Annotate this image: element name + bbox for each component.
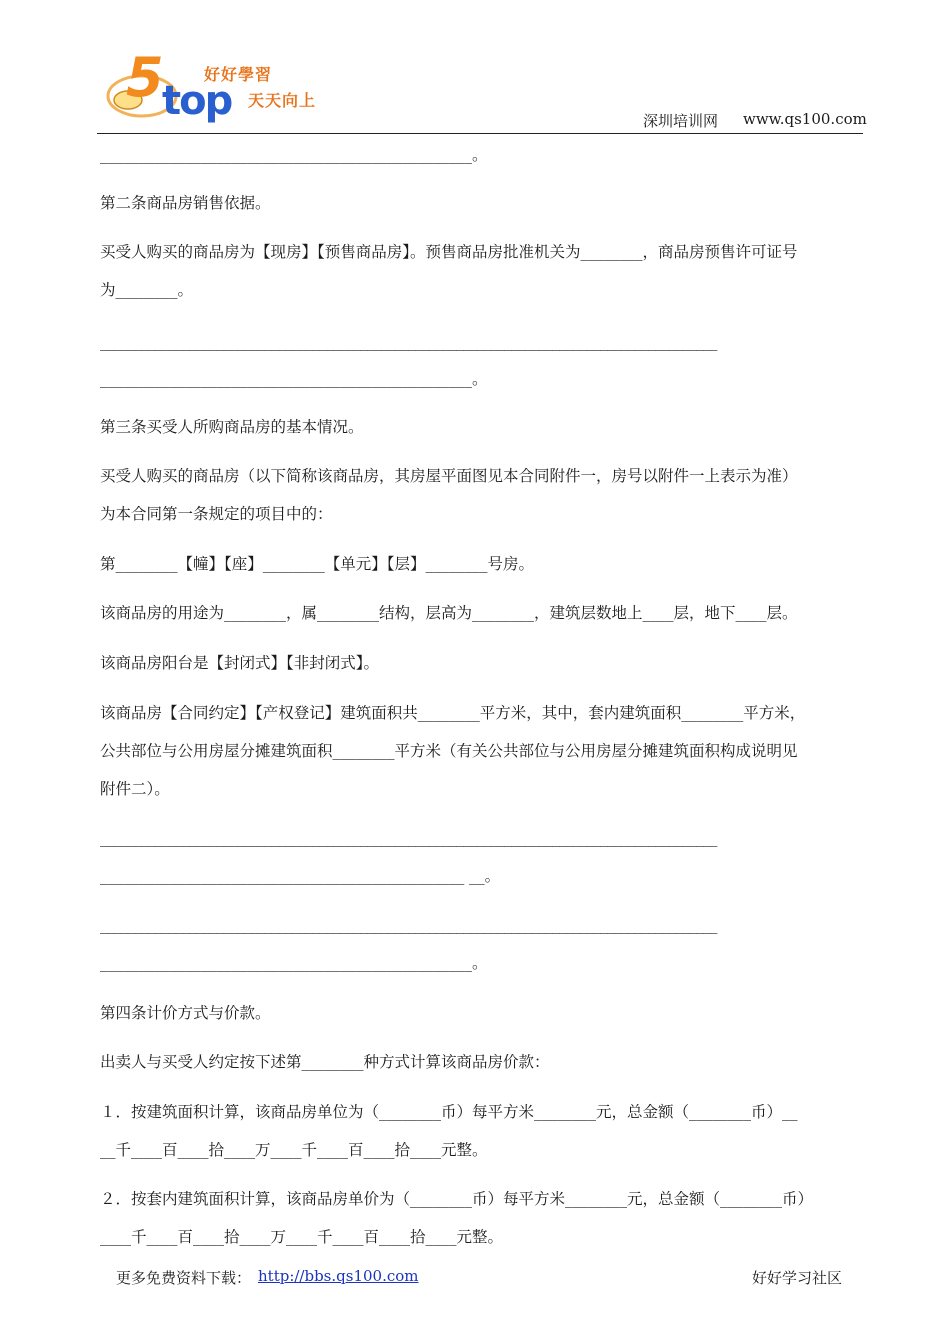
- section-heading: 第二条商品房销售依据。: [100, 194, 271, 212]
- site-name: 深圳培训网: [643, 112, 719, 130]
- text-line: ________________________________________________。: [100, 370, 488, 388]
- text-line: _______________________________________________ __。: [100, 867, 501, 885]
- text-line: ２．按套内建筑面积计算，该商品房单价为（________币）每平方米________元，总金额（________币）: [100, 1190, 814, 1208]
- text-line: 为本合同第一条规定的项目中的：: [100, 505, 333, 523]
- footer-community: 好好学习社区: [752, 1269, 843, 1287]
- logo-digit: 5: [126, 46, 164, 109]
- text-line: 该商品房的用途为________，属________结构，层高为________，建筑层数地上____层，地下____层。: [100, 604, 798, 622]
- logo-word: top: [162, 78, 232, 124]
- site-url: www.qs100.com: [743, 110, 867, 128]
- text-line: 该商品房阳台是【封闭式】【非封闭式】。: [100, 654, 380, 672]
- text-line: 出卖人与买受人约定按下述第________种方式计算该商品房价款：: [100, 1053, 550, 1071]
- text-line: ____千____百____拾____万____千____百____拾____元整。: [100, 1228, 504, 1246]
- blank-line: __________________________________________________________________________________________: [100, 916, 717, 934]
- site-logo: [102, 46, 352, 130]
- text-line: １．按建筑面积计算，该商品房单位为（________币）每平方米________元，总金额（________币）__: [100, 1103, 798, 1121]
- logo-slogan-2: 天天向上: [248, 91, 317, 110]
- section-heading: 第四条计价方式与价款。: [100, 1004, 271, 1022]
- blank-line: __________________________________________________________________________________________: [100, 829, 717, 847]
- text-line: 附件二）。: [100, 780, 170, 798]
- section-heading: 第三条买受人所购商品房的基本情况。: [100, 418, 364, 436]
- text-line: ________________________________________________。: [100, 954, 488, 972]
- text-line: 买受人购买的商品房为【现房】【预售商品房】。预售商品房批准机关为________，商品房预售许可证号: [100, 243, 798, 261]
- text-line: 为________。: [100, 281, 194, 299]
- footer-download-link[interactable]: http://bbs.qs100.com: [258, 1267, 419, 1285]
- logo-slogan-1: 好好學習: [204, 65, 273, 84]
- text-line: ________________________________________________。: [100, 146, 488, 164]
- text-line: 第________【幢】【座】________【单元】【层】________号房。: [100, 555, 535, 573]
- text-line: 公共部位与公用房屋分摊建筑面积________平方米（有关公共部位与公用房屋分摊建筑面积构成说明见: [100, 742, 798, 760]
- footer-prefix: 更多免费资料下载：: [116, 1269, 252, 1287]
- text-line: __千____百____拾____万____千____百____拾____元整。: [100, 1141, 488, 1159]
- text-line: 该商品房【合同约定】【产权登记】建筑面积共________平方米，其中，套内建筑面积________平方米，: [100, 704, 806, 722]
- blank-line: __________________________________________________________________________________________: [100, 333, 717, 351]
- header-divider: [97, 133, 863, 134]
- text-line: 买受人购买的商品房（以下简称该商品房，其房屋平面图见本合同附件一，房号以附件一上表示为准）: [100, 467, 798, 485]
